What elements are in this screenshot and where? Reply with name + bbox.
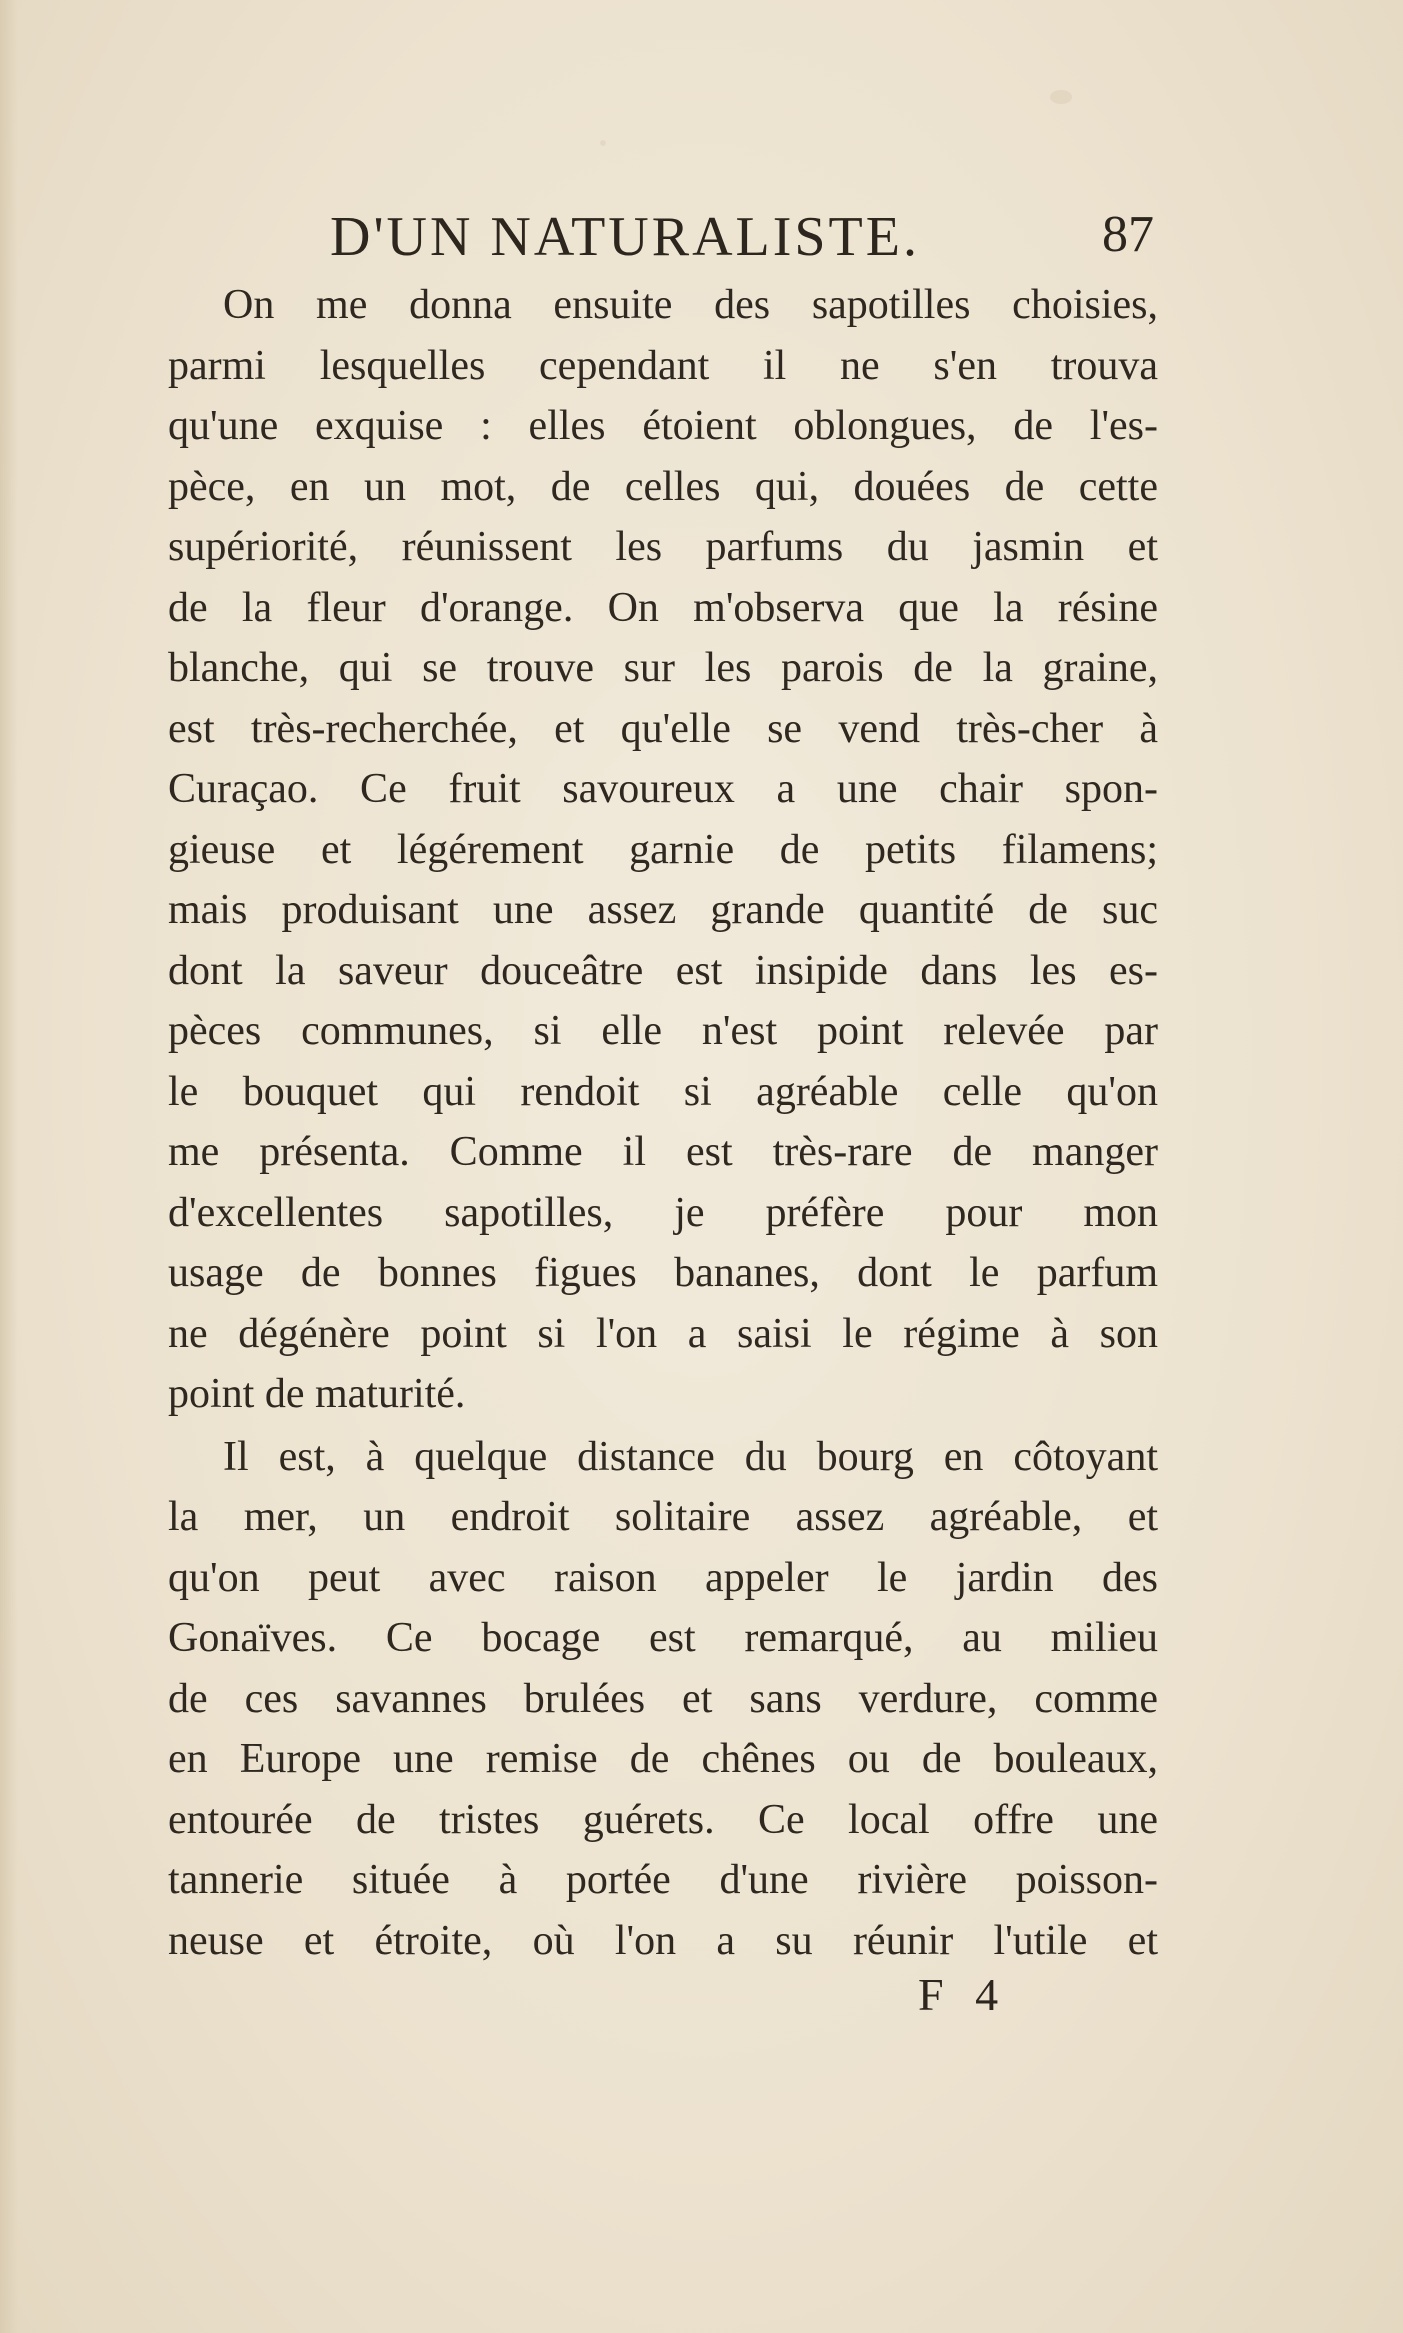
body-text [168,275,1158,1971]
running-title: D'UN NATURALISTE. [330,206,920,268]
text-line: en Europe une remise de chênes ou de bouleaux, [168,1736,1158,1782]
text-line: tannerie située à portée d'une rivière poisson- [168,1857,1158,1903]
text-line: supériorité, réunissent les parfums du jasmin et [168,524,1158,570]
text-line: parmi lesquelles cependant il ne s'en trouva [168,342,1158,389]
text-line: ne dégénère point si l'on a saisi le régime à son [168,1310,1158,1357]
text-line: entourée de tristes guérets. Ce local offre une [168,1796,1158,1843]
text-line: usage de bonnes figues bananes, dont le parfum [168,1250,1158,1296]
text-line: qu'on peut avec raison appeler le jardin des [168,1554,1158,1601]
text-line: Curaçao. Ce fruit savoureux a une chair spon- [168,766,1158,812]
text-line: pèces communes, si elle n'est point relevée par [168,1008,1158,1054]
text-line: Gonaïves. Ce bocage est remarqué, au milieu [168,1615,1158,1661]
running-head [330,205,1154,275]
text-line: blanche, qui se trouve sur les parois de la graine, [168,645,1158,691]
text-line: pèce, en un mot, de celles qui, douées de cette [168,463,1158,510]
text-line: la mer, un endroit solitaire assez agréable, et [168,1494,1158,1540]
page-number: 87 [1102,206,1154,263]
text-line: le bouquet qui rendoit si agréable celle qu'on [168,1068,1158,1115]
text-line: point de maturité. [168,1371,466,1417]
text-line: mais produisant une assez grande quantité de suc [168,887,1158,933]
text-line: d'excellentes sapotilles, je préfère pour mon [168,1189,1158,1236]
page-edge-shadow [0,0,18,2333]
text-line: dont la saveur douceâtre est insipide dans les es- [168,947,1158,994]
paragraph-2 [168,1427,1158,1972]
text-line: de ces savannes brulées et sans verdure, comme [168,1675,1158,1722]
signature-mark: F 4 [918,1969,1009,2020]
text-line: me présenta. Comme il est très-rare de manger [168,1129,1158,1175]
text-line: On me donna ensuite des sapotilles choisies, [223,282,1158,328]
text-line: gieuse et légérement garnie de petits filamens; [168,826,1158,873]
text-line: de la fleur d'orange. On m'observa que la résine [168,584,1158,631]
paper-stain [600,140,606,146]
paper-stain [1050,90,1072,104]
text-line: Il est, à quelque distance du bourg en côtoyant [223,1433,1158,1480]
paragraph-1 [168,275,1158,1425]
text-line: qu'une exquise : elles étoient oblongues, de l'es- [168,403,1158,449]
text-line: neuse et étroite, où l'on a su réunir l'utile et [168,1917,1158,1964]
text-line: est très-recherchée, et qu'elle se vend très-cher à [168,705,1158,752]
